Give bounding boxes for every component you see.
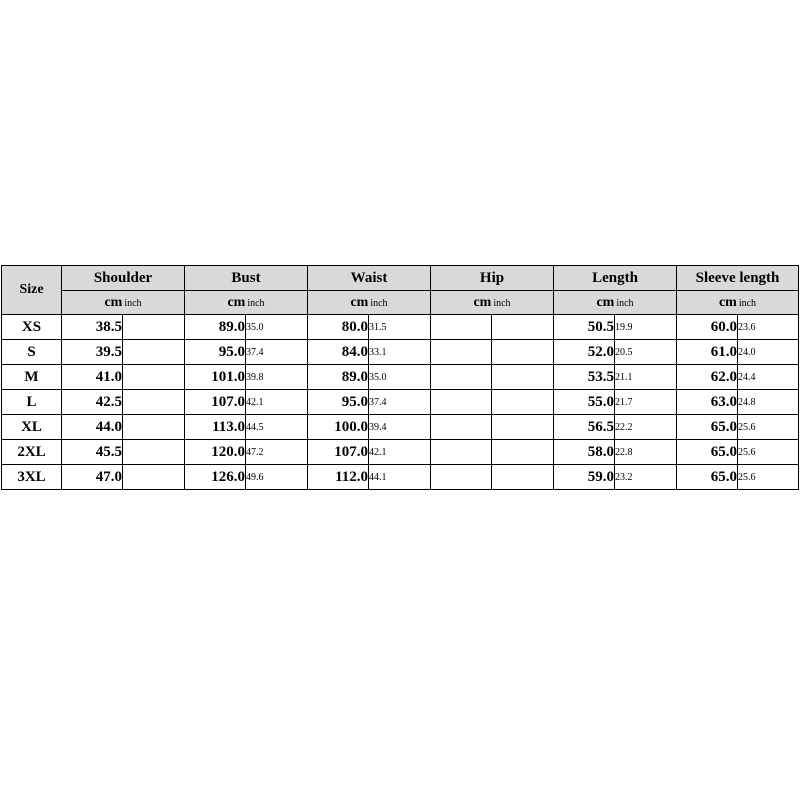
cm-value — [431, 465, 492, 490]
cm-value: 62.0 — [677, 365, 738, 390]
cm-value: 53.5 — [554, 365, 615, 390]
cm-value: 95.0 — [308, 390, 369, 415]
inch-value: 24.4 — [738, 365, 799, 390]
unit-cm-label: cm — [227, 294, 246, 310]
cm-value: 61.0 — [677, 340, 738, 365]
cm-value: 89.0 — [185, 315, 246, 340]
table-row — [2, 465, 799, 490]
cm-value — [431, 315, 492, 340]
cm-value: 84.0 — [308, 340, 369, 365]
unit-cm-label: cm — [104, 294, 123, 310]
cm-value — [431, 340, 492, 365]
inch-value: 21.7 — [615, 390, 677, 415]
unit-header — [554, 291, 677, 315]
column-header-shoulder: Shoulder — [62, 266, 185, 291]
cm-value: 107.0 — [308, 440, 369, 465]
cm-value — [431, 365, 492, 390]
cm-value: 44.0 — [62, 415, 123, 440]
inch-value — [123, 440, 185, 465]
unit-cm-label: cm — [350, 294, 369, 310]
inch-value: 44.5 — [246, 415, 308, 440]
cm-value: 100.0 — [308, 415, 369, 440]
unit-header — [308, 291, 431, 315]
inch-value — [492, 315, 554, 340]
size-label: M — [2, 365, 62, 390]
column-header-sleeve-length: Sleeve length — [677, 266, 799, 291]
unit-inch-label: inch — [493, 297, 511, 309]
inch-value: 39.4 — [369, 415, 431, 440]
size-label: 3XL — [2, 465, 62, 490]
cm-value: 41.0 — [62, 365, 123, 390]
cm-value: 58.0 — [554, 440, 615, 465]
unit-inch-label: inch — [247, 297, 265, 309]
unit-header — [677, 291, 799, 315]
column-header-waist: Waist — [308, 266, 431, 291]
cm-value: 38.5 — [62, 315, 123, 340]
cm-value — [431, 415, 492, 440]
inch-value: 44.1 — [369, 465, 431, 490]
cm-value: 60.0 — [677, 315, 738, 340]
inch-value — [123, 465, 185, 490]
inch-value: 25.6 — [738, 465, 799, 490]
unit-inch-label: inch — [124, 297, 142, 309]
inch-value — [492, 415, 554, 440]
cm-value: 63.0 — [677, 390, 738, 415]
inch-value — [123, 340, 185, 365]
cm-value: 112.0 — [308, 465, 369, 490]
size-label: L — [2, 390, 62, 415]
size-label: XS — [2, 315, 62, 340]
inch-value: 24.0 — [738, 340, 799, 365]
unit-header — [431, 291, 554, 315]
inch-value — [123, 415, 185, 440]
cm-value: 89.0 — [308, 365, 369, 390]
cm-value: 101.0 — [185, 365, 246, 390]
inch-value — [123, 315, 185, 340]
table-row — [2, 415, 799, 440]
cm-value: 56.5 — [554, 415, 615, 440]
size-label: S — [2, 340, 62, 365]
cm-value: 59.0 — [554, 465, 615, 490]
cm-value: 107.0 — [185, 390, 246, 415]
unit-header — [62, 291, 185, 315]
table-row — [2, 365, 799, 390]
cm-value: 45.5 — [62, 440, 123, 465]
inch-value: 23.2 — [615, 465, 677, 490]
inch-value — [123, 365, 185, 390]
size-column-header: Size — [2, 266, 62, 315]
inch-value — [492, 365, 554, 390]
inch-value — [492, 440, 554, 465]
inch-value: 35.0 — [369, 365, 431, 390]
inch-value: 35.0 — [246, 315, 308, 340]
table-row — [2, 315, 799, 340]
inch-value: 42.1 — [246, 390, 308, 415]
cm-value — [431, 390, 492, 415]
size-chart-table — [1, 265, 799, 490]
inch-value: 33.1 — [369, 340, 431, 365]
cm-value: 39.5 — [62, 340, 123, 365]
cm-value: 65.0 — [677, 440, 738, 465]
size-label: 2XL — [2, 440, 62, 465]
inch-value — [492, 390, 554, 415]
inch-value: 49.6 — [246, 465, 308, 490]
inch-value — [123, 390, 185, 415]
table-row — [2, 440, 799, 465]
cm-value: 65.0 — [677, 415, 738, 440]
column-header-length: Length — [554, 266, 677, 291]
cm-value: 52.0 — [554, 340, 615, 365]
inch-value: 42.1 — [369, 440, 431, 465]
inch-value: 23.6 — [738, 315, 799, 340]
inch-value: 31.5 — [369, 315, 431, 340]
unit-cm-label: cm — [473, 294, 492, 310]
inch-value: 21.1 — [615, 365, 677, 390]
inch-value: 47.2 — [246, 440, 308, 465]
inch-value: 39.8 — [246, 365, 308, 390]
cm-value: 113.0 — [185, 415, 246, 440]
inch-value: 37.4 — [246, 340, 308, 365]
cm-value: 126.0 — [185, 465, 246, 490]
inch-value: 22.2 — [615, 415, 677, 440]
table-row — [2, 390, 799, 415]
cm-value: 47.0 — [62, 465, 123, 490]
unit-inch-label: inch — [370, 297, 388, 309]
inch-value: 19.9 — [615, 315, 677, 340]
inch-value: 25.6 — [738, 440, 799, 465]
cm-value: 65.0 — [677, 465, 738, 490]
size-label: XL — [2, 415, 62, 440]
inch-value — [492, 340, 554, 365]
cm-value: 42.5 — [62, 390, 123, 415]
column-header-bust: Bust — [185, 266, 308, 291]
inch-value: 24.8 — [738, 390, 799, 415]
table-row — [2, 340, 799, 365]
cm-value: 120.0 — [185, 440, 246, 465]
unit-header — [185, 291, 308, 315]
cm-value — [431, 440, 492, 465]
unit-cm-label: cm — [718, 294, 737, 310]
inch-value: 25.6 — [738, 415, 799, 440]
inch-value: 37.4 — [369, 390, 431, 415]
cm-value: 95.0 — [185, 340, 246, 365]
inch-value — [492, 465, 554, 490]
cm-value: 80.0 — [308, 315, 369, 340]
unit-inch-label: inch — [738, 297, 757, 309]
cm-value: 50.5 — [554, 315, 615, 340]
cm-value: 55.0 — [554, 390, 615, 415]
inch-value: 20.5 — [615, 340, 677, 365]
unit-cm-label: cm — [596, 294, 615, 310]
inch-value: 22.8 — [615, 440, 677, 465]
column-header-hip: Hip — [431, 266, 554, 291]
unit-inch-label: inch — [616, 297, 634, 309]
